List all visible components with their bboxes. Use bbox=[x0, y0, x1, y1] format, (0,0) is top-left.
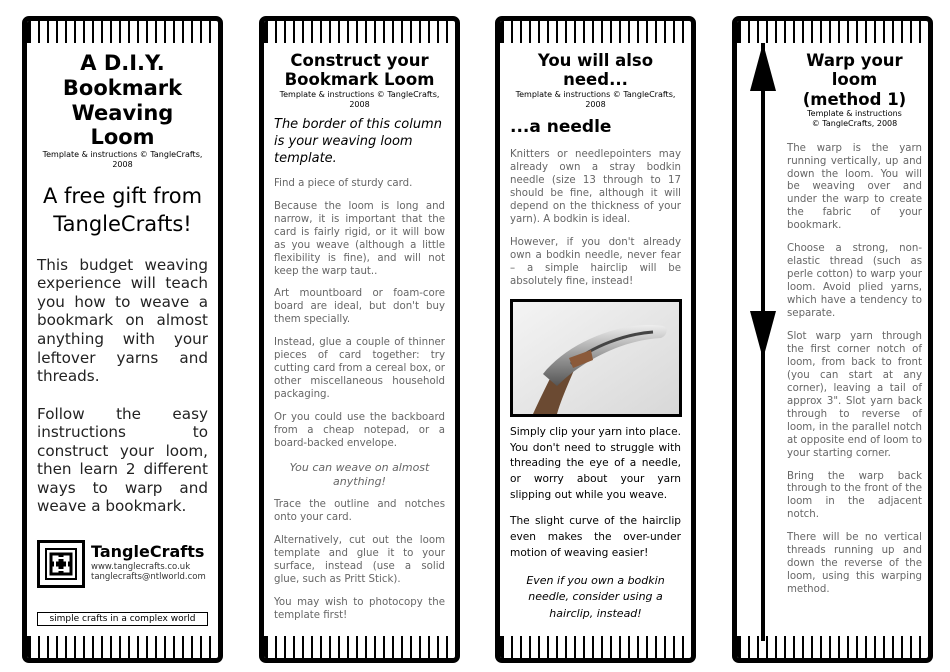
arrow-down-icon bbox=[750, 311, 776, 359]
section-title: Warp your loom (method 1) bbox=[802, 51, 907, 109]
tip-text: You can weave on almost anything! bbox=[289, 460, 430, 488]
needle-panel bbox=[495, 16, 696, 663]
paragraph: The warp is the yarn running vertically, up and down the loom. You will be weaving over and under the warp to create the fabric of your bookmark. bbox=[787, 142, 922, 232]
construct-panel bbox=[259, 16, 460, 663]
intro-para-2: Follow the easy instructions to construct your loom, then learn 2 different ways to warp and weave a bookmark. bbox=[37, 404, 208, 516]
arrow-up-icon bbox=[750, 43, 776, 91]
email-link[interactable]: tanglecrafts@ntlworld.com bbox=[91, 572, 206, 583]
warp-panel bbox=[732, 16, 933, 663]
paragraph: Slot warp yarn through the first corner notch of loom, from back to front (you can start at any corner), leaving a tail of approx 3". Slot yarn back through to reverse of loom, in the parallel notch at opposite end of loom to your starting corner. bbox=[787, 330, 922, 459]
intro-para-1: This budget weaving experience will teach you how to weave a bookmark on almost anything with your leftover yarns and threads. bbox=[37, 255, 208, 386]
paragraph: Trace the outline and notches onto your card. bbox=[274, 498, 445, 523]
lead-text: The border of this column is your weaving loom template. bbox=[274, 117, 442, 166]
credit: Template & instructions © TangleCrafts, 2008 bbox=[42, 150, 203, 169]
paragraph: Choose a strong, non-elastic thread (such as perle cotton) to warp your loom. Avoid plied yarns, which have a tendency to separate. bbox=[787, 243, 922, 320]
tanglecrafts-logo-icon bbox=[37, 540, 85, 588]
loom-notches-top bbox=[737, 21, 928, 43]
loom-notches-top bbox=[27, 21, 218, 43]
hairclip-paragraph: The slight curve of the hairclip even makes the over-under motion of weaving easier! bbox=[510, 515, 681, 559]
paragraph: Find a piece of sturdy card. bbox=[274, 177, 413, 189]
paragraph: Or you could use the backboard from a cheap notepad, or a board-backed envelope. bbox=[274, 412, 445, 449]
needle-text bbox=[510, 149, 681, 289]
brand-block bbox=[37, 540, 208, 626]
loom-notches-top bbox=[264, 21, 455, 43]
hairclip-paragraph: Simply clip your yarn into place. You don't need to struggle with threading the eye of a needle, or worry about your yarn slipping out while you weave. bbox=[510, 425, 681, 502]
brand-name: TangleCrafts bbox=[91, 542, 205, 561]
paragraph: However, if you don't already own a bodkin needle, never fear – a simple hairclip will be absolutely fine, instead! bbox=[510, 236, 681, 287]
motto: simple crafts in a complex world bbox=[37, 612, 208, 626]
paragraph: Knitters or needlepointers may already own a stray bodkin needle (size 13 through to 17 should be fine, although it will depend on the thickness of your yarn). A bodkin is ideal. bbox=[510, 149, 681, 225]
loom-notches-bottom bbox=[500, 636, 691, 658]
loom-notches-bottom bbox=[737, 636, 928, 658]
credit: Template & instructions © TangleCrafts, 2008 bbox=[807, 109, 902, 128]
hairclip-tip: Even if you own a bodkin needle, consider using a hairclip, instead! bbox=[526, 573, 665, 620]
loom-notches-bottom bbox=[27, 636, 218, 658]
instructions bbox=[274, 178, 445, 623]
hairclip-photo bbox=[510, 299, 682, 417]
warp-instructions bbox=[787, 143, 922, 598]
loom-notches-top bbox=[500, 21, 691, 43]
section-title: You will also need... bbox=[537, 51, 654, 90]
brand-contact bbox=[91, 562, 206, 582]
page-title: A D.I.Y. Bookmark Weaving Loom bbox=[62, 51, 183, 150]
needle-heading: ...a needle bbox=[510, 117, 612, 138]
section-title: Construct your Bookmark Loom bbox=[284, 51, 435, 90]
paragraph: There will be no vertical threads running up and down the reverse of the loom, using this warping method. bbox=[787, 532, 922, 596]
paragraph: Because the loom is long and narrow, it is important that the card is fairly rigid, or it will bow as you weave (although a little flexibility is fine), and will not keep the warp taut.. bbox=[274, 200, 445, 277]
paragraph: Bring the warp back through to the front of the loom in the adjacent notch. bbox=[787, 470, 922, 521]
website-link[interactable]: www.tanglecrafts.co.uk bbox=[91, 562, 191, 572]
loom-notches-bottom bbox=[264, 636, 455, 658]
paragraph: Art mountboard or foam-core board are ideal, but don't buy them specially. bbox=[274, 288, 445, 326]
paragraph: You may wish to photocopy the template first! bbox=[274, 596, 445, 621]
intro-text bbox=[37, 256, 208, 516]
intro-panel bbox=[22, 16, 223, 663]
credit: Template & instructions © TangleCrafts, 2008 bbox=[515, 89, 676, 109]
credit: Template & instructions © TangleCrafts, 2008 bbox=[279, 89, 440, 109]
paragraph: Instead, glue a couple of thinner pieces of card together: try cutting card from a cereal box, or other miscellaneous household packaging. bbox=[274, 337, 445, 401]
gift-heading: A free gift from TangleCrafts! bbox=[42, 184, 203, 236]
paragraph: Alternatively, cut out the loom template and glue it to your surface, instead (use a solid glue, such as Pritt Stick). bbox=[274, 534, 445, 585]
